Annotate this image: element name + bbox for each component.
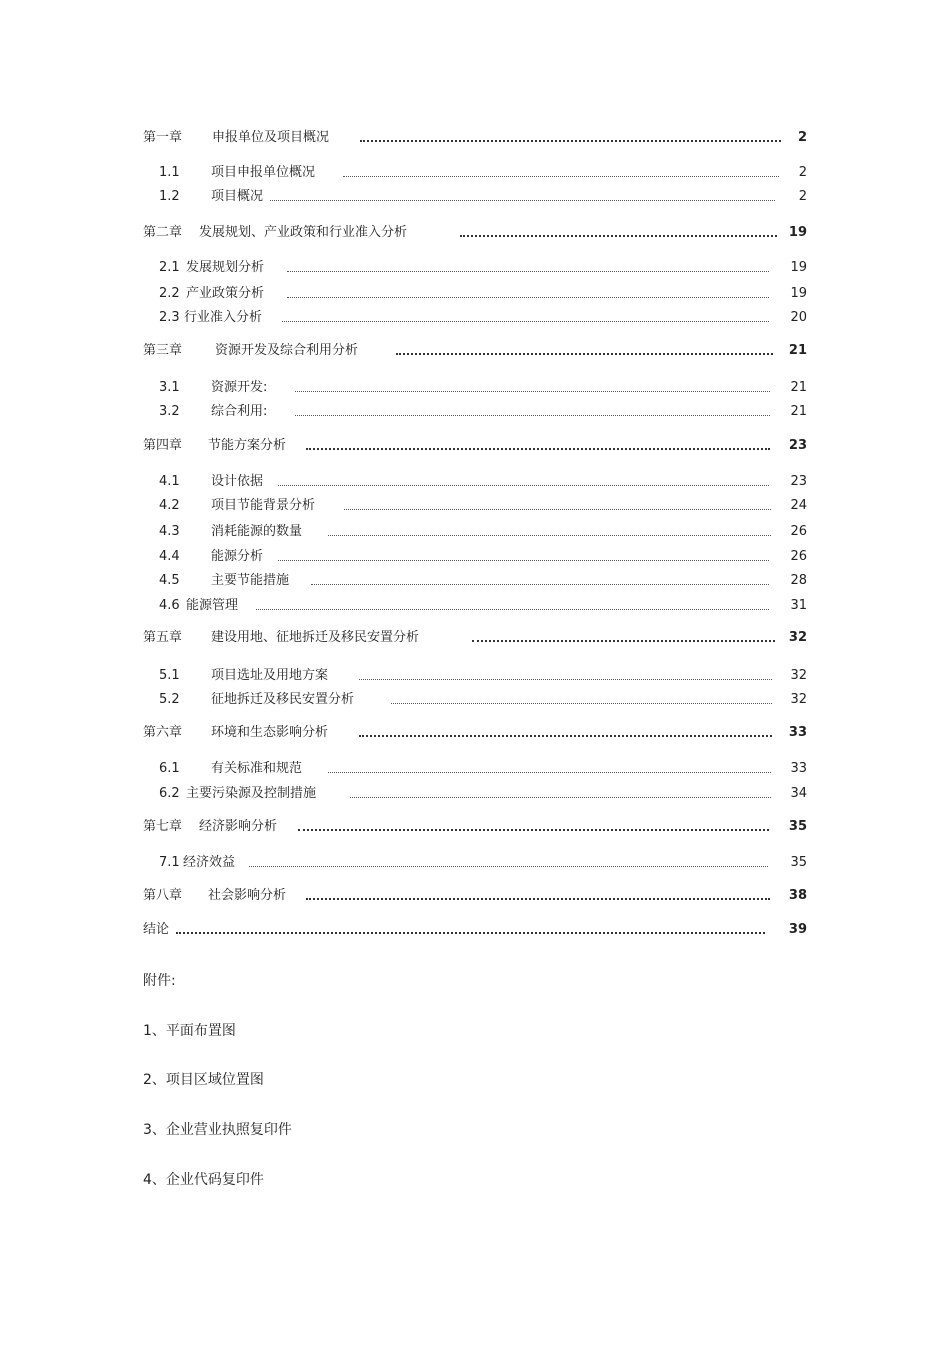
toc-dot-leader (350, 797, 771, 798)
toc-dot-leader (328, 772, 771, 773)
toc-entry-number: 6.1 (159, 761, 180, 776)
toc-entry[interactable] (143, 128, 807, 148)
toc-entry-page: 23 (788, 438, 807, 453)
toc-dot-leader (391, 703, 772, 704)
toc-entry-page: 31 (790, 598, 807, 613)
toc-entry-number: 4.1 (159, 474, 180, 489)
toc-dot-leader (295, 415, 770, 416)
toc-entry-title: 发展规划分析 (186, 260, 265, 275)
toc-entry-title: 项目申报单位概况 (211, 165, 316, 180)
toc-entry-page: 28 (790, 573, 807, 588)
toc-entry[interactable] (143, 496, 807, 516)
toc-entry-number: 1.1 (159, 165, 180, 180)
toc-dot-leader (396, 353, 773, 355)
toc-entry[interactable] (143, 628, 807, 648)
toc-entry[interactable] (143, 163, 807, 183)
attachment-item: 2、项目区域位置图 (143, 1072, 264, 1088)
toc-entry-page: 35 (790, 855, 807, 870)
toc-entry-page: 2 (798, 189, 807, 204)
toc-entry-page: 32 (788, 630, 807, 645)
toc-entry[interactable] (143, 341, 807, 361)
toc-entry-title: 社会影响分析 (208, 888, 287, 903)
toc-dot-leader (311, 584, 769, 585)
toc-entry-title: 征地拆迁及移民安置分析 (211, 692, 355, 707)
toc-entry-title: 结论 (143, 922, 170, 937)
toc-dot-leader (359, 735, 772, 737)
toc-entry-title: 主要污染源及控制措施 (186, 786, 317, 801)
toc-entry-number: 3.1 (159, 380, 180, 395)
toc-entry-page: 39 (788, 922, 807, 937)
toc-entry[interactable] (143, 784, 807, 804)
toc-dot-leader (343, 176, 779, 177)
toc-dot-leader (460, 235, 777, 237)
toc-entry-page: 32 (790, 692, 807, 707)
toc-entry-page: 19 (788, 225, 807, 240)
toc-entry[interactable] (143, 187, 807, 207)
toc-entry[interactable] (143, 402, 807, 422)
toc-entry-number: 第二章 (143, 225, 183, 240)
toc-entry-number: 第一章 (143, 130, 183, 145)
toc-entry[interactable] (143, 547, 807, 567)
toc-entry-title: 经济效益 (183, 855, 236, 870)
toc-entry-number: 2.1 (159, 260, 180, 275)
toc-entry[interactable] (143, 817, 807, 837)
attachment-item: 4、企业代码复印件 (143, 1172, 264, 1188)
toc-entry-title: 设计依据 (211, 474, 264, 489)
toc-entry-title: 发展规划、产业政策和行业准入分析 (199, 225, 408, 240)
toc-entry-number: 第八章 (143, 888, 183, 903)
toc-entry-title: 项目节能背景分析 (211, 498, 316, 513)
toc-dot-leader (270, 200, 775, 201)
toc-entry-title: 项目概况 (211, 189, 264, 204)
toc-entry-page: 32 (790, 668, 807, 683)
toc-entry[interactable] (143, 284, 807, 304)
attachment-item: 1、平面布置图 (143, 1023, 236, 1039)
toc-entry-number: 2.3 (159, 310, 180, 325)
toc-entry[interactable] (143, 308, 807, 328)
toc-dot-leader (176, 932, 765, 934)
toc-entry-title: 申报单位及项目概况 (212, 130, 330, 145)
toc-entry-title: 能源管理 (186, 598, 239, 613)
toc-entry[interactable] (143, 666, 807, 686)
toc-entry-number: 6.2 (159, 786, 180, 801)
toc-entry[interactable] (143, 378, 807, 398)
toc-dot-leader (287, 271, 769, 272)
toc-entry-title: 产业政策分析 (186, 286, 265, 301)
toc-dot-leader (278, 560, 769, 561)
toc-entry-number: 5.2 (159, 692, 180, 707)
toc-entry-page: 21 (790, 380, 807, 395)
toc-entry[interactable] (143, 223, 807, 243)
toc-dot-leader (249, 866, 768, 867)
toc-entry-number: 第六章 (143, 725, 183, 740)
toc-entry-number: 4.3 (159, 524, 180, 539)
toc-dot-leader (472, 640, 775, 642)
toc-entry-number: 第三章 (143, 343, 183, 358)
toc-entry-title: 有关标准和规范 (211, 761, 303, 776)
toc-entry-number: 2.2 (159, 286, 180, 301)
toc-entry[interactable] (143, 472, 807, 492)
toc-entry[interactable] (143, 436, 807, 456)
toc-entry-page: 35 (788, 819, 807, 834)
toc-entry-page: 2 (798, 165, 807, 180)
toc-entry-page: 34 (790, 786, 807, 801)
toc-entry-number: 4.2 (159, 498, 180, 513)
toc-dot-leader (306, 898, 770, 900)
toc-entry-number: 4.4 (159, 549, 180, 564)
toc-entry-page: 23 (790, 474, 807, 489)
toc-dot-leader (287, 297, 769, 298)
toc-entry-page: 2 (797, 130, 807, 145)
toc-entry-number: 3.2 (159, 404, 180, 419)
toc-entry-page: 24 (790, 498, 807, 513)
toc-entry-page: 20 (790, 310, 807, 325)
toc-entry[interactable] (143, 571, 807, 591)
toc-entry[interactable] (143, 690, 807, 710)
toc-entry-number: 第七章 (143, 819, 183, 834)
toc-entry[interactable] (143, 853, 807, 873)
toc-entry-title: 消耗能源的数量 (211, 524, 303, 539)
toc-entry-title: 节能方案分析 (208, 438, 287, 453)
toc-entry-title: 行业准入分析 (184, 310, 263, 325)
toc-entry-number: 第五章 (143, 630, 183, 645)
toc-dot-leader (295, 391, 770, 392)
toc-entry[interactable] (143, 258, 807, 278)
toc-entry-number: 4.5 (159, 573, 180, 588)
toc-dot-leader (298, 829, 769, 831)
toc-entry-page: 21 (790, 404, 807, 419)
toc-dot-leader (278, 485, 769, 486)
toc-entry-page: 26 (790, 549, 807, 564)
toc-entry-page: 21 (788, 343, 807, 358)
toc-entry-page: 19 (790, 286, 807, 301)
toc-entry[interactable] (143, 886, 807, 906)
toc-entry-title: 资源开发: (211, 380, 268, 395)
toc-entry-title: 能源分析 (211, 549, 264, 564)
toc-entry-title: 建设用地、征地拆迁及移民安置分析 (211, 630, 420, 645)
toc-dot-leader (359, 679, 772, 680)
toc-entry[interactable] (143, 522, 807, 542)
toc-dot-leader (360, 140, 781, 142)
attachment-item: 3、企业营业执照复印件 (143, 1122, 292, 1138)
toc-entry-title: 项目选址及用地方案 (211, 668, 329, 683)
toc-entry-page: 33 (790, 761, 807, 776)
toc-entry-page: 19 (790, 260, 807, 275)
toc-entry-title: 综合利用: (211, 404, 268, 419)
toc-entry-number: 第四章 (143, 438, 183, 453)
toc-entry[interactable] (143, 723, 807, 743)
toc-entry-title: 资源开发及综合利用分析 (215, 343, 359, 358)
attachments-heading: 附件: (143, 973, 176, 989)
toc-entry-page: 38 (788, 888, 807, 903)
toc-dot-leader (344, 509, 771, 510)
toc-entry-title: 环境和生态影响分析 (211, 725, 329, 740)
toc-dot-leader (328, 535, 771, 536)
toc-dot-leader (256, 609, 769, 610)
toc-entry-number: 5.1 (159, 668, 180, 683)
toc-entry-number: 7.1 (159, 855, 180, 870)
toc-entry-title: 经济影响分析 (199, 819, 278, 834)
toc-dot-leader (282, 321, 769, 322)
toc-entry-number: 1.2 (159, 189, 180, 204)
toc-entry-title: 主要节能措施 (211, 573, 290, 588)
toc-entry[interactable] (143, 596, 807, 616)
toc-entry-page: 26 (790, 524, 807, 539)
toc-entry[interactable] (143, 759, 807, 779)
toc-entry-number: 4.6 (159, 598, 180, 613)
toc-entry[interactable] (143, 920, 807, 940)
toc-entry-page: 33 (788, 725, 807, 740)
toc-dot-leader (306, 448, 770, 450)
